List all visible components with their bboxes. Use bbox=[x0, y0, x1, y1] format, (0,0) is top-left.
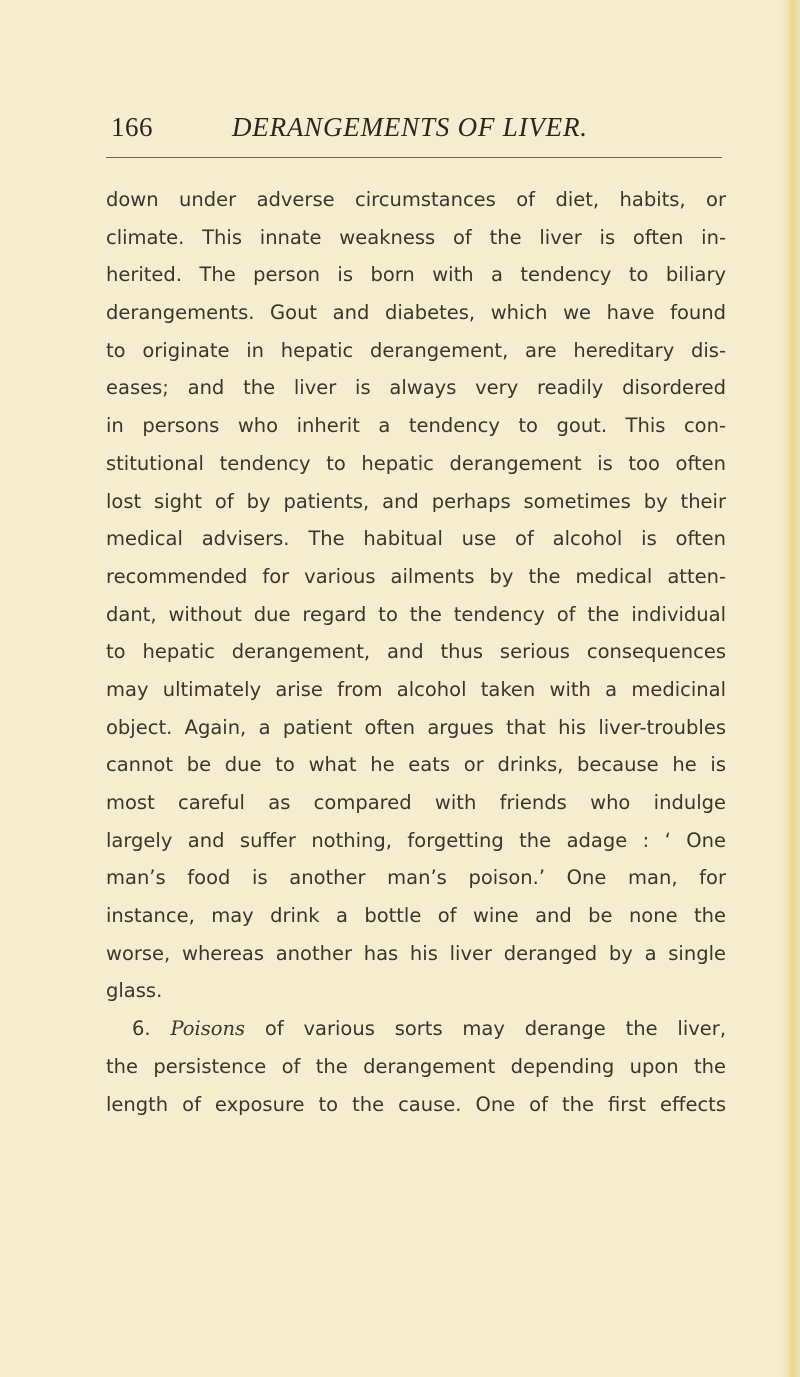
text-line: down under adverse circumstances of diet, habits, or bbox=[106, 188, 726, 211]
text-line: derangements. Gout and diabetes, which we have found bbox=[106, 301, 726, 325]
text-line: may ultimately arise from alcohol taken with a medicinal bbox=[106, 677, 726, 701]
text-line: lost sight of by patients, and perhaps sometimes by their bbox=[106, 489, 726, 513]
section-number: 6. bbox=[132, 1017, 151, 1041]
text-line: herited. The person is born with a tendency to biliary bbox=[106, 263, 726, 287]
text-line: instance, may drink a bottle of wine and be none the bbox=[106, 904, 726, 928]
text-line: most careful as compared with friends who indulge bbox=[106, 791, 726, 814]
header-rule bbox=[106, 157, 722, 158]
section-term: Poisons bbox=[170, 1017, 246, 1041]
text-line: recommended for various ailments by the medical atten- bbox=[106, 564, 726, 588]
running-title: DERANGEMENTS OF LIVER. bbox=[232, 112, 588, 142]
body-text bbox=[106, 181, 726, 1123]
text-line: dant, without due regard to the tendency of the individual bbox=[106, 602, 726, 626]
text-line: glass. bbox=[106, 979, 163, 1003]
text-line: in persons who inherit a tendency to gout. This con- bbox=[106, 414, 726, 438]
page-header bbox=[111, 112, 721, 148]
text-line: object. Again, a patient often argues that his liver-troubles bbox=[106, 715, 726, 739]
text-line: the persistence of the derangement depending upon the bbox=[106, 1054, 726, 1078]
text-line: stitutional tendency to hepatic derangement is too often bbox=[106, 451, 726, 475]
section-6-line1-rest: of various sorts may derange the liver, bbox=[264, 1017, 727, 1041]
text-line: worse, whereas another has his liver deranged by a single bbox=[106, 941, 726, 965]
page-edge bbox=[782, 0, 800, 1377]
text-line: eases; and the liver is always very readily disordered bbox=[106, 376, 726, 400]
text-line: to hepatic derangement, and thus serious consequences bbox=[106, 640, 726, 664]
text-line: length of exposure to the cause. One of the first effects bbox=[106, 1092, 726, 1116]
text-line: to originate in hepatic derangement, are hereditary dis- bbox=[106, 338, 726, 362]
section-6-first-line bbox=[106, 1010, 726, 1048]
page-number: 166 bbox=[111, 112, 153, 142]
text-line: man’s food is another man’s poison.’ One man, for bbox=[106, 866, 726, 890]
text-line: largely and suffer nothing, forgetting the adage : ‘ One bbox=[106, 828, 726, 852]
text-line: cannot be due to what he eats or drinks, because he is bbox=[106, 753, 726, 777]
text-line: medical advisers. The habitual use of alcohol is often bbox=[106, 527, 726, 551]
text-line: climate. This innate weakness of the liver is often in- bbox=[106, 225, 726, 249]
